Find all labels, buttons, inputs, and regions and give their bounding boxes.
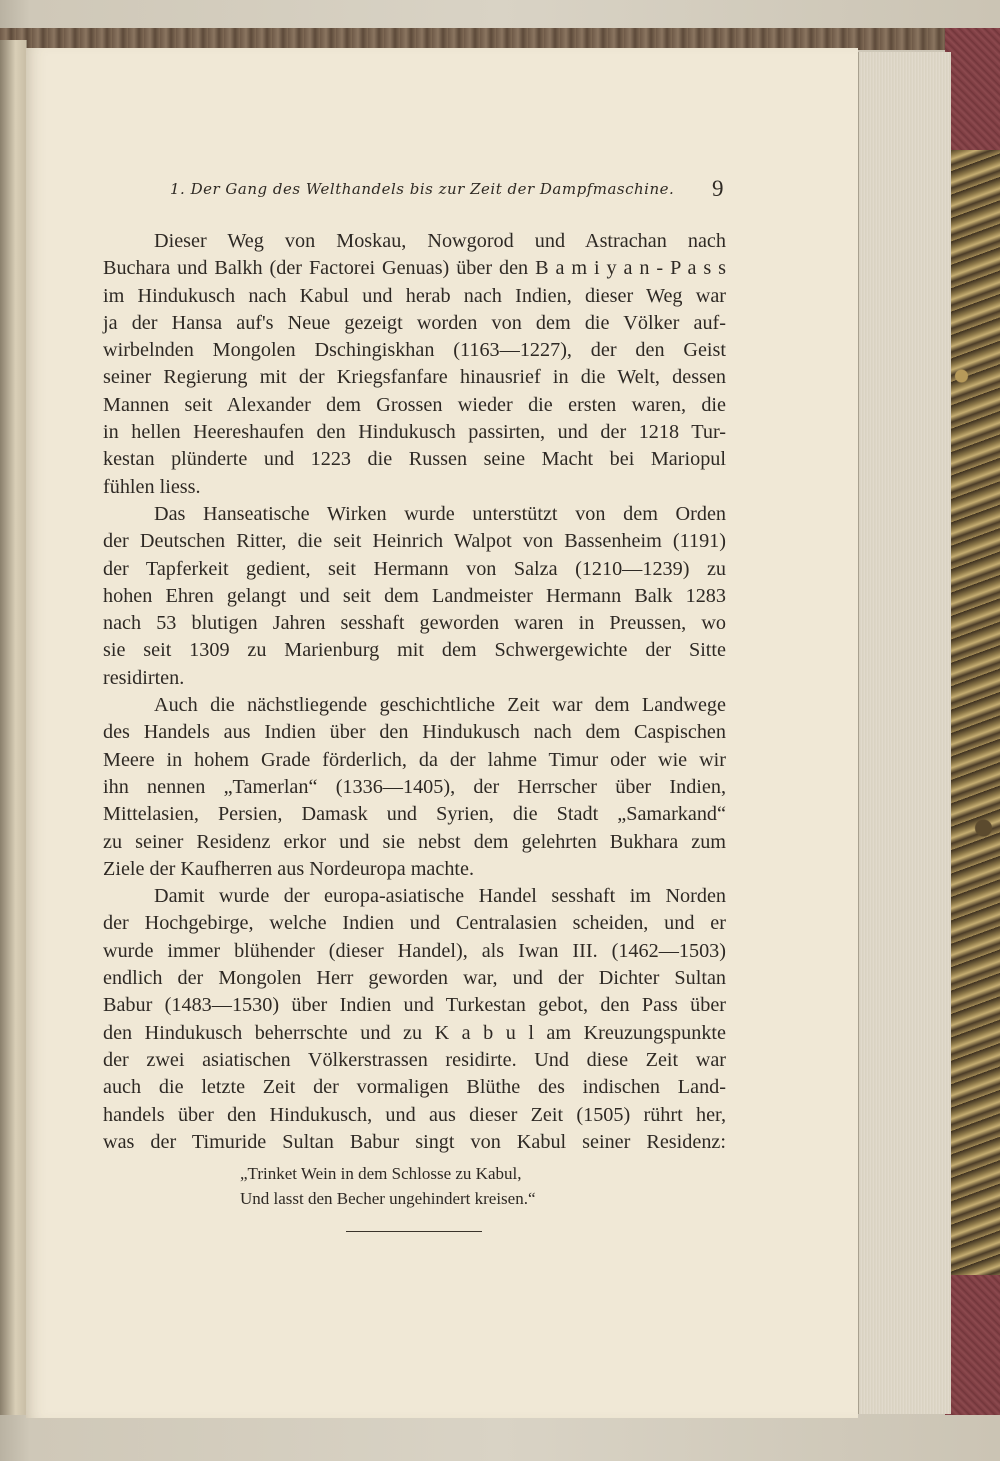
book-cover-edge	[0, 28, 1000, 50]
cover-cloth-bottom	[945, 1275, 1000, 1415]
text-line: wurde immer blühender (dieser Handel), als Iwan III. (1462—1503)	[103, 939, 726, 962]
text-line: kestan plünderte und 1223 die Russen seine Macht bei Mariopul	[103, 448, 726, 471]
text-line: der Hochgebirge, welche Indien und Centralasien scheiden, und er	[103, 912, 726, 935]
verse-quote	[240, 1161, 536, 1211]
text-line: Mannen seit Alexander dem Grossen wieder die ersten waren, die	[103, 393, 726, 416]
facing-page-edge	[0, 40, 27, 1415]
text-line: fühlen liess.	[103, 475, 201, 498]
text-line: endlich der Mongolen Herr geworden war, und der Dichter Sultan	[103, 967, 726, 990]
verse-line: „Trinket Wein in dem Schlosse zu Kabul,	[240, 1164, 522, 1183]
paragraph-4	[103, 883, 726, 1156]
text-line: Buchara und Balkh (der Factorei Genuas) über den B a m i y a n - P a s s	[103, 257, 726, 280]
paragraph-2	[103, 501, 726, 692]
text-line: Damit wurde der europa-asiatische Handel sesshaft im Norden	[154, 885, 726, 908]
text-line: nach 53 blutigen Jahren sesshaft geworden waren in Preussen, wo	[103, 612, 726, 635]
section-end-rule	[346, 1231, 482, 1232]
page-number: 9	[712, 176, 724, 201]
text-line: Meere in hohem Grade förderlich, da der lahme Timur oder wie wir	[103, 748, 726, 771]
text-line: sie seit 1309 zu Marienburg mit dem Schwergewichte der Sitte	[103, 639, 726, 662]
text-line: Babur (1483—1530) über Indien und Turkestan gebot, den Pass über	[103, 994, 726, 1017]
text-line: handels über den Hindukusch, und aus dieser Zeit (1505) rührt her,	[103, 1103, 726, 1126]
text-line: Ziele der Kaufherren aus Nordeuropa machte.	[103, 857, 475, 880]
text-line: seiner Regierung mit der Kriegsfanfare hinausrief in die Welt, dessen	[103, 366, 726, 389]
text-line: Auch die nächstliegende geschichtliche Zeit war dem Landwege	[154, 694, 726, 717]
text-line: des Handels aus Indien über den Hindukusch nach dem Caspischen	[103, 721, 726, 744]
text-line: wirbelnden Mongolen Dschingiskhan (1163—1227), der den Geist	[103, 339, 726, 362]
paragraph-1	[103, 228, 726, 501]
text-line: Mittelasien, Persien, Damask und Syrien, die Stadt „Samarkand“	[103, 803, 726, 826]
text-line: auch die letzte Zeit der vormaligen Blüthe des indischen Land-	[103, 1076, 726, 1099]
page-block-edges	[858, 52, 951, 1414]
text-line: den Hindukusch beherrschte und zu K a b u l am Kreuzungspunkte	[103, 1021, 726, 1044]
cover-cloth-top	[945, 28, 1000, 158]
text-line: ja der Hansa auf's Neue gezeigt worden von dem die Völker auf-	[103, 311, 726, 334]
text-line: hohen Ehren gelangt und seit dem Landmeister Hermann Balk 1283	[103, 584, 726, 607]
text-line: was der Timuride Sultan Babur singt von Kabul seiner Residenz:	[103, 1130, 726, 1153]
text-line: im Hindukusch nach Kabul und herab nach Indien, dieser Weg war	[103, 284, 726, 307]
marbled-cover-board	[945, 150, 1000, 1280]
text-line: der Deutschen Ritter, die seit Heinrich Walpot von Bassenheim (1191)	[103, 530, 726, 553]
text-line: residirten.	[103, 666, 185, 689]
text-line: der zwei asiatischen Völkerstrassen residirte. Und diese Zeit war	[103, 1048, 726, 1071]
text-line: ihn nennen „Tamerlan“ (1336—1405), der Herrscher über Indien,	[103, 775, 726, 798]
running-head: 1. Der Gang des Welthandels bis zur Zeit der Dampfmaschine.	[170, 180, 675, 198]
text-line: Das Hanseatische Wirken wurde unterstützt von dem Orden	[154, 502, 726, 525]
body-text	[103, 228, 726, 1156]
text-line: der Tapferkeit gedient, seit Hermann von Salza (1210—1239) zu	[103, 557, 726, 580]
text-line: in hellen Heereshaufen den Hindukusch passirten, und der 1218 Tur-	[103, 421, 726, 444]
text-line: Dieser Weg von Moskau, Nowgorod und Astrachan nach	[154, 230, 726, 252]
text-line: zu seiner Residenz erkor und sie nebst dem gelehrten Bukhara zum	[103, 830, 726, 853]
paragraph-3	[103, 692, 726, 883]
verse-line: Und lasst den Becher ungehindert kreisen.“	[240, 1189, 536, 1208]
